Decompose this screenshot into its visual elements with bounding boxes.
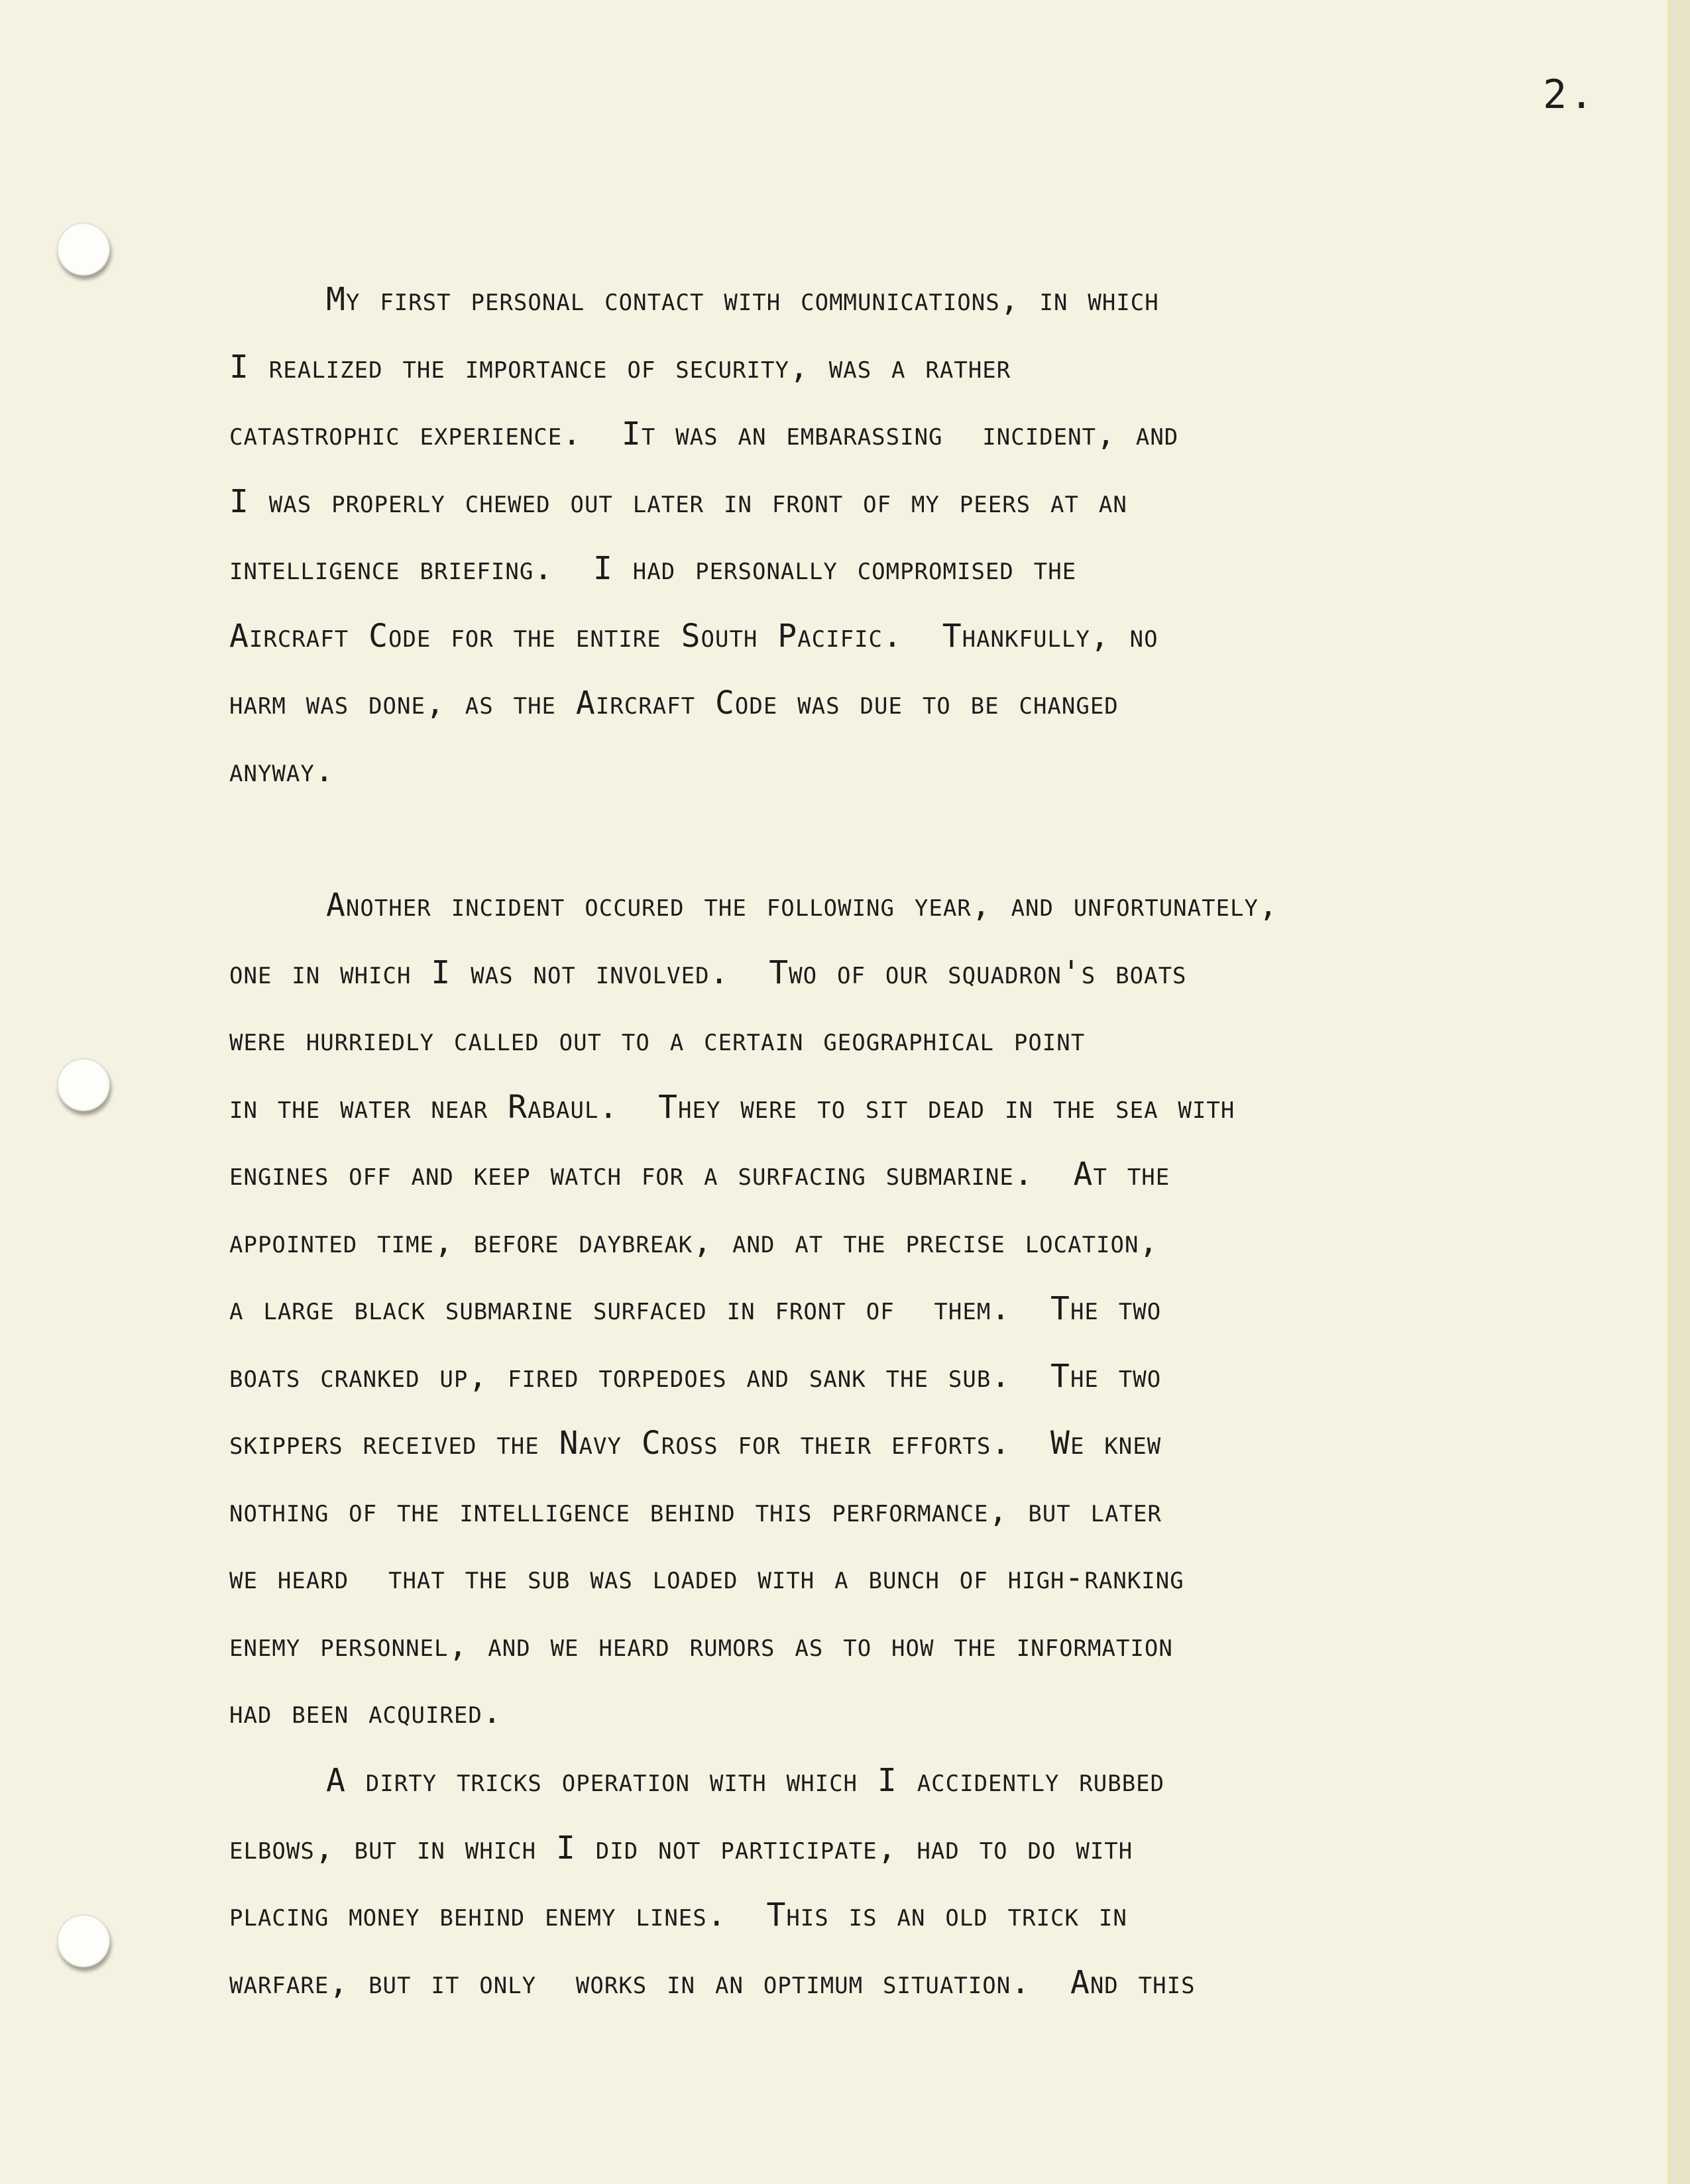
text-line: nothing of the intelligence behind this performance, but later: [229, 1492, 1162, 1529]
margin-line: [1667, 0, 1669, 2184]
text-line: Aircraft Code for the entire South Pacific. Thankfully, no: [229, 618, 1158, 655]
text-line: appointed time, before daybreak, and at the precise location,: [229, 1223, 1159, 1260]
punch-hole: [57, 1914, 110, 1967]
page-number: 2.: [1543, 72, 1597, 118]
text-line: intelligence briefing. I had personally compromised the: [229, 550, 1077, 587]
text-line: catastrophic experience. It was an embarassing incident, and: [229, 415, 1179, 453]
text-line: placing money behind enemy lines. This is an old trick in: [229, 1896, 1127, 1934]
text-line: My first personal contact with communications, in which: [326, 281, 1159, 318]
text-line: I was properly chewed out later in front of my peers at an: [229, 483, 1127, 520]
punch-hole: [57, 1058, 110, 1111]
text-line: we heard that the sub was loaded with a bunch of high-ranking: [229, 1559, 1184, 1596]
text-line: boats cranked up, fired torpedoes and sank the sub. The two: [229, 1358, 1162, 1395]
text-line: were hurriedly called out to a certain geographical point: [229, 1021, 1086, 1058]
page-edge: [1669, 0, 1690, 2184]
text-line: in the water near Rabaul. They were to sit dead in the sea with: [229, 1089, 1235, 1126]
text-line: a large black submarine surfaced in front of them. The two: [229, 1290, 1162, 1327]
text-line: engines off and keep watch for a surfacing submarine. At the: [229, 1156, 1170, 1193]
text-line: I realized the importance of security, was a rather: [229, 349, 1011, 386]
text-line: A dirty tricks operation with which I accidently rubbed: [326, 1762, 1165, 1799]
text-line: warfare, but it only works in an optimum situation. And this: [229, 1964, 1196, 2001]
text-line: elbows, but in which I did not participate, had to do with: [229, 1829, 1133, 1867]
text-line: had been acquired.: [229, 1694, 502, 1731]
text-line: harm was done, as the Aircraft Code was due to be changed: [229, 684, 1119, 722]
text-line: Another incident occured the following year, and unfortunately,: [326, 887, 1278, 924]
punch-hole: [57, 223, 110, 276]
text-line: anyway.: [229, 752, 335, 789]
text-line: one in which I was not involved. Two of our squadron's boats: [229, 954, 1187, 991]
text-line: enemy personnel, and we heard rumors as to how the information: [229, 1627, 1173, 1664]
text-line: skippers received the Navy Cross for their efforts. We knew: [229, 1425, 1162, 1462]
